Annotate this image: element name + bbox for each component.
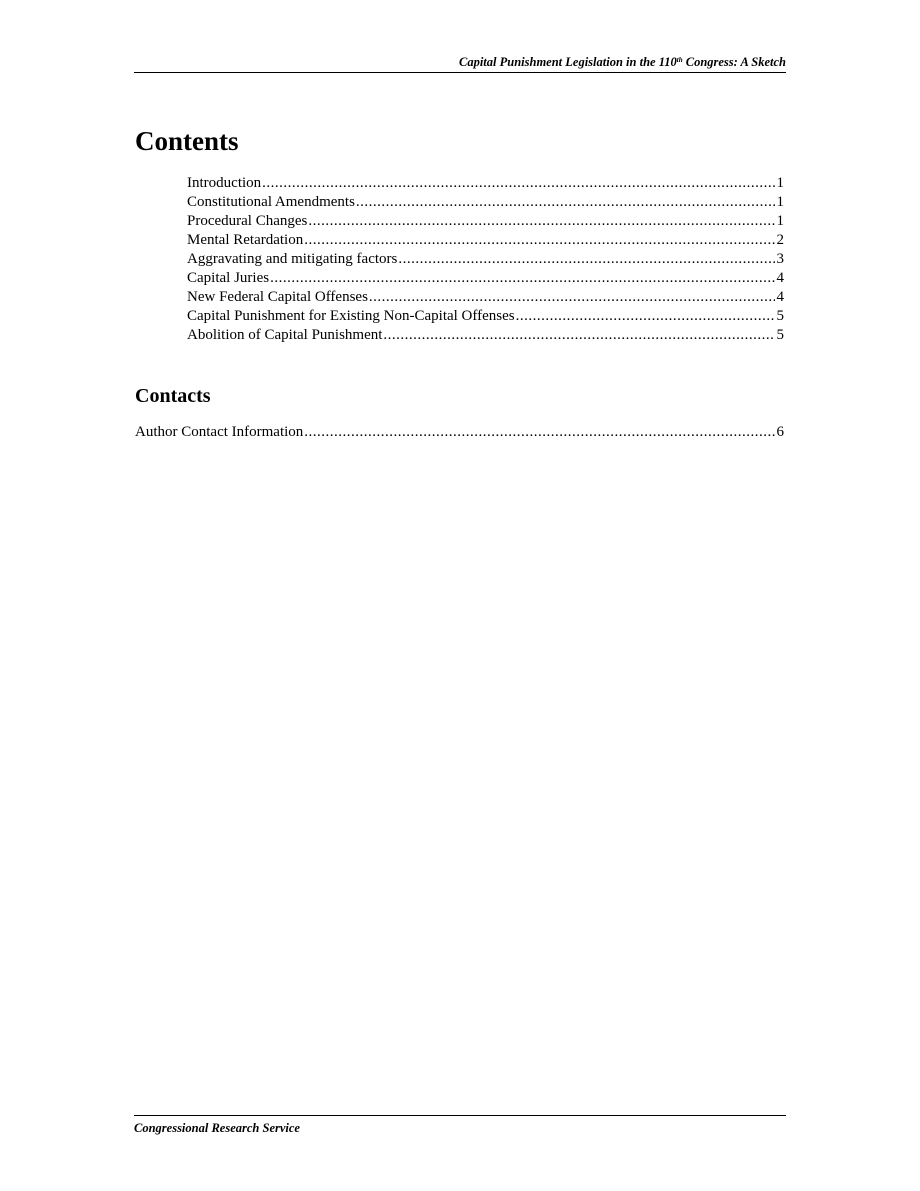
toc-entry-title: Procedural Changes <box>187 213 308 229</box>
toc-dot-leader <box>304 423 774 442</box>
toc-dot-leader <box>262 174 774 193</box>
toc-entry-title: Capital Juries <box>187 270 270 286</box>
toc-entry-title: Mental Retardation <box>187 232 304 248</box>
toc-entry-title: Introduction <box>187 175 262 191</box>
toc-entry-page: 1 <box>776 213 784 229</box>
toc-dot-leader <box>398 250 774 269</box>
toc-entry-title: Constitutional Amendments <box>187 194 355 210</box>
running-footer: Congressional Research Service <box>134 1115 786 1136</box>
toc-entry-page: 6 <box>776 424 784 440</box>
running-header <box>134 54 786 73</box>
toc-entry-author-contact-information[interactable] <box>135 423 784 442</box>
toc-entry-page: 5 <box>776 308 784 324</box>
toc-entry-title: Capital Punishment for Existing Non-Capital Offenses <box>187 308 515 324</box>
toc-entry-page: 4 <box>776 270 784 286</box>
contacts-heading: Contacts <box>135 385 211 407</box>
toc-entry-aggravating-mitigating-factors[interactable] <box>187 250 784 269</box>
toc-entry-title: Author Contact Information <box>135 424 304 440</box>
toc-entry-existing-non-capital-offenses[interactable] <box>187 307 784 326</box>
toc-entry-page: 1 <box>776 175 784 191</box>
toc-entry-page: 3 <box>776 251 784 267</box>
toc-dot-leader <box>356 193 775 212</box>
toc-entry-title: Abolition of Capital Punishment <box>187 327 383 343</box>
toc-dot-leader <box>369 288 775 307</box>
contents-heading: Contents <box>135 126 239 156</box>
toc-dot-leader <box>516 307 775 326</box>
toc-entry-title: New Federal Capital Offenses <box>187 289 368 305</box>
toc-dot-leader <box>304 231 774 250</box>
toc-entry-page: 4 <box>776 289 784 305</box>
toc-dot-leader <box>383 326 774 345</box>
toc-entry-page: 5 <box>776 327 784 343</box>
toc-entry-capital-juries[interactable] <box>187 269 784 288</box>
toc-entry-mental-retardation[interactable] <box>187 231 784 250</box>
header-title-superscript: th <box>676 56 683 64</box>
toc-entry-page: 1 <box>776 194 784 210</box>
toc-entry-abolition-of-capital-punishment[interactable] <box>187 326 784 345</box>
table-of-contents <box>187 174 784 345</box>
toc-entry-procedural-changes[interactable] <box>187 212 784 231</box>
toc-entry-page: 2 <box>776 232 784 248</box>
toc-dot-leader <box>308 212 774 231</box>
contacts-list <box>135 423 784 442</box>
toc-dot-leader <box>270 269 774 288</box>
toc-entry-new-federal-capital-offenses[interactable] <box>187 288 784 307</box>
toc-entry-introduction[interactable] <box>187 174 784 193</box>
header-title-suffix: Congress: A Sketch <box>682 55 786 69</box>
header-title-prefix: Capital Punishment Legislation in the 110 <box>459 55 677 69</box>
toc-entry-title: Aggravating and mitigating factors <box>187 251 398 267</box>
toc-entry-constitutional-amendments[interactable] <box>187 193 784 212</box>
